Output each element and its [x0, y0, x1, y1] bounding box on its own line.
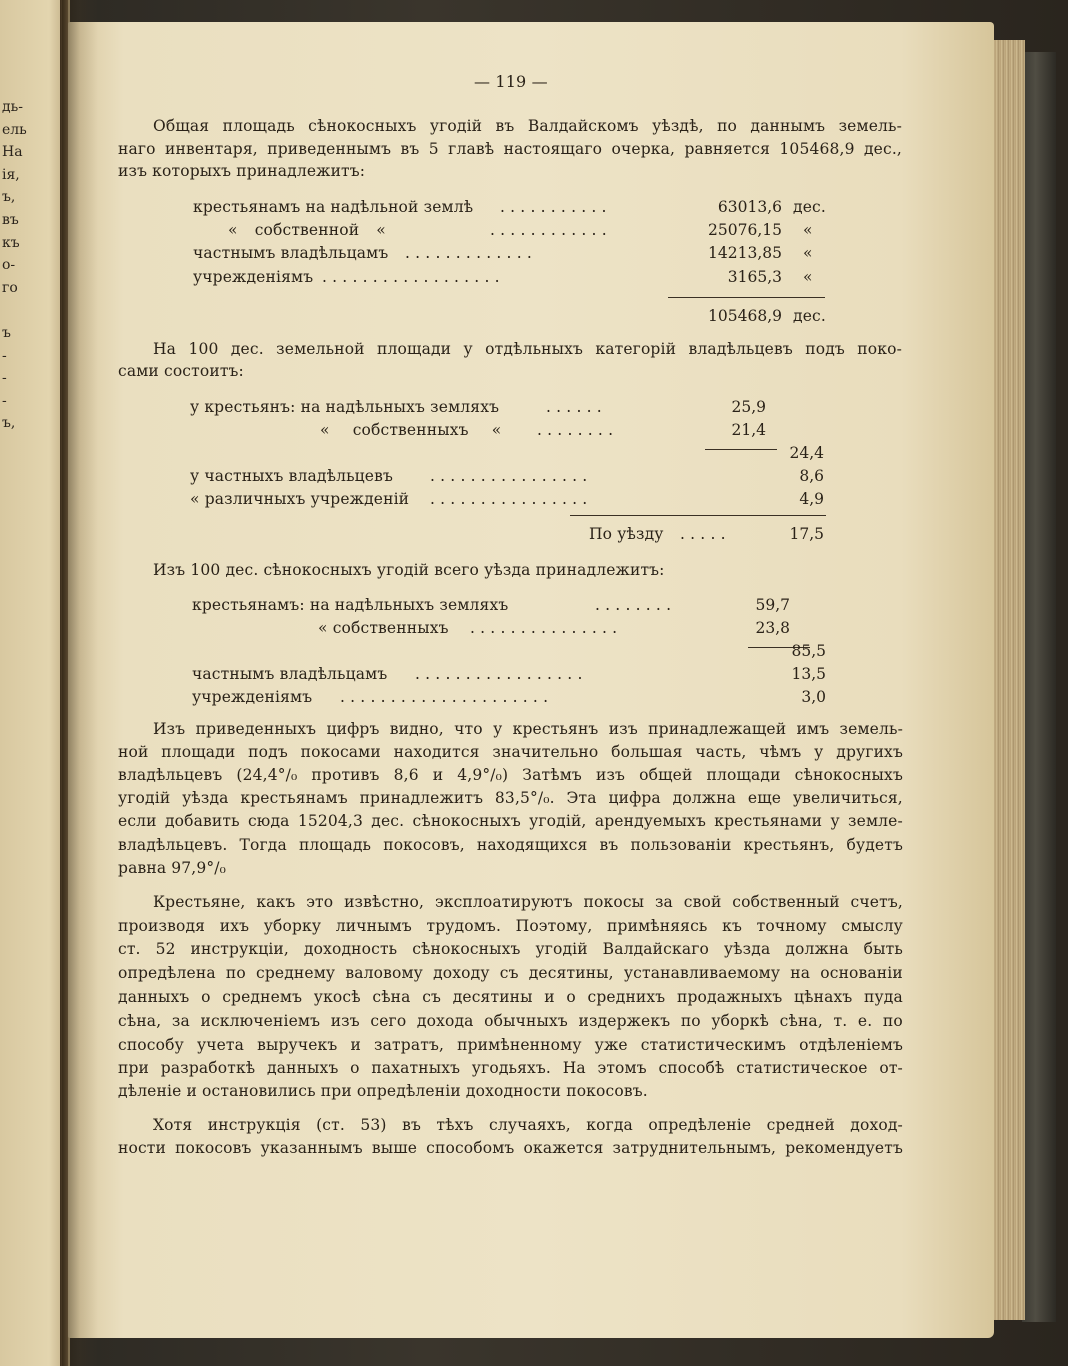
word: указаннымъ: [260, 1139, 363, 1157]
word: земель-: [838, 117, 902, 135]
table3-subtotal: 85,5: [791, 642, 826, 660]
left-page-fragment: -: [2, 370, 7, 387]
word: уѣзда: [182, 789, 229, 807]
word: способѣ: [658, 1059, 725, 1077]
word: Затѣмъ: [522, 766, 582, 784]
table1-unit: «: [803, 268, 813, 286]
table1-dots: . . . . . . . . . . . . .: [405, 244, 532, 262]
word: часть,: [695, 743, 747, 761]
word: угодій,: [529, 812, 587, 830]
word: отдѣленіемъ: [799, 1036, 903, 1054]
word: должна: [785, 940, 849, 958]
word: примѣняясь: [607, 917, 708, 935]
table1-total-unit: дес.: [793, 307, 826, 325]
word: Поэтому,: [515, 917, 593, 935]
word: 53): [360, 1116, 387, 1134]
table1-value: 63013,6: [717, 198, 782, 216]
word: выручекъ: [257, 1036, 338, 1054]
word: уборкѣ: [711, 1012, 770, 1030]
table1-dots: . . . . . . . . . . .: [500, 198, 607, 216]
word: т.: [833, 1012, 848, 1030]
table1-label: « собственной «: [228, 221, 386, 239]
word: дес.,: [863, 140, 902, 158]
left-page-fragment: о-: [2, 257, 16, 274]
word: угодьяхъ.: [471, 1059, 552, 1077]
word: покосы: [583, 893, 645, 911]
word: сѣна,: [779, 1012, 823, 1030]
para2-line: [153, 339, 902, 359]
word: ной: [118, 743, 149, 761]
word: ихъ: [219, 917, 250, 935]
left-page-fragment: ъ,: [2, 189, 16, 206]
word: это: [306, 893, 334, 911]
para5-line: [118, 987, 903, 1007]
word: въ: [400, 140, 420, 158]
para4-line: равна 97,9°/₀: [118, 859, 227, 877]
table1-total: 105468,9: [708, 307, 782, 325]
word: земельной: [276, 340, 365, 358]
word: приведеннымъ: [267, 140, 392, 158]
word: исключеніемъ: [200, 1012, 321, 1030]
para1-line: [118, 139, 902, 159]
left-page-fragment: ъ: [2, 324, 11, 341]
word: 5: [428, 140, 439, 158]
table2-label: « собственныхъ «: [320, 421, 502, 439]
word: (ст.: [316, 1116, 345, 1134]
word: цѣнахъ: [794, 988, 853, 1006]
word: изъ: [608, 720, 638, 738]
table3-dots: . . . . . . . .: [595, 596, 672, 614]
word: на: [790, 964, 811, 982]
word: производя: [118, 917, 206, 935]
word: увеличиться,: [792, 789, 903, 807]
word: Изъ: [153, 720, 186, 738]
word: затруднительнымъ,: [612, 1139, 777, 1157]
table2-value: 8,6: [799, 467, 824, 485]
word: земле-: [848, 812, 903, 830]
para6-line: [118, 1138, 903, 1158]
word: за: [654, 893, 673, 911]
left-page-fragment: ія,: [2, 166, 20, 183]
word: от-: [879, 1059, 903, 1077]
word: по: [882, 1012, 903, 1030]
word: цифръ: [326, 720, 380, 738]
table3-value: 3,0: [801, 688, 826, 706]
left-page-fragment: -: [2, 347, 7, 364]
word: пуда: [864, 988, 903, 1006]
word: въ: [495, 117, 515, 135]
word: 52: [155, 940, 176, 958]
word: категорій: [595, 340, 677, 358]
word: сѣна: [372, 988, 411, 1006]
word: подъ: [248, 743, 288, 761]
para4-line: [118, 811, 903, 831]
word: уѣздѣ,: [652, 117, 704, 135]
word: крестьянъ: [512, 720, 599, 738]
word: въ: [402, 1116, 421, 1134]
para5-line: [153, 892, 903, 912]
para5-line: [118, 939, 903, 959]
word: уборку: [263, 917, 322, 935]
word: случаяхъ,: [489, 1116, 571, 1134]
table2-label: « различныхъ учрежденій: [190, 490, 410, 508]
word: десятины: [452, 988, 533, 1006]
word: устанавливаемому: [623, 964, 781, 982]
table1-label: крестьянамъ на надѣльной землѣ: [193, 198, 474, 216]
left-page-fragment: въ: [2, 211, 19, 228]
word: Валдайскомъ: [527, 117, 639, 135]
word: сѣна,: [118, 1012, 162, 1030]
word: пользованіи: [630, 836, 732, 854]
word: и: [432, 766, 444, 784]
para5-line: [118, 1058, 903, 1078]
table1-sum-rule: [668, 297, 825, 298]
word: будетъ: [846, 836, 903, 854]
para4-line: [118, 835, 903, 855]
table1-value: 14213,85: [708, 244, 782, 262]
word: издержекъ: [578, 1012, 671, 1030]
word: извѣстно,: [344, 893, 425, 911]
word: владѣльцевъ.: [118, 836, 228, 854]
table1-dots: . . . . . . . . . . . . . . . . . .: [322, 268, 500, 286]
word: учета: [196, 1036, 245, 1054]
para5-line: дѣленіе и остановились при опредѣленіи доходности покосовъ.: [118, 1082, 648, 1100]
para4-line: [118, 788, 903, 808]
left-page-fragment: го: [2, 279, 18, 296]
word: приведенныхъ: [195, 720, 317, 738]
word: основаніи: [820, 964, 903, 982]
word: среднихъ: [587, 988, 666, 1006]
word: принадлежитъ: [359, 789, 484, 807]
word: при: [118, 1059, 150, 1077]
word: находящихся: [476, 836, 588, 854]
word: укосѣ: [313, 988, 361, 1006]
table2-dots: . . . . . .: [546, 398, 602, 416]
word: угодій: [535, 940, 588, 958]
left-page-fragment: -: [2, 392, 7, 409]
word: 15204,3: [297, 812, 363, 830]
table1-unit: дес.: [793, 198, 826, 216]
word: статистическимъ: [640, 1036, 787, 1054]
word: сѣнокосныхъ: [794, 766, 903, 784]
table2-dots: . . . . . . . . . . . . . . . .: [430, 467, 588, 485]
word: настоящаго: [503, 140, 603, 158]
table2-total-label: По уѣзду: [589, 525, 664, 543]
word: дохода: [416, 1012, 474, 1030]
table1-label: учрежденіямъ: [193, 268, 314, 286]
word: общей: [639, 766, 693, 784]
word: покосовъ,: [383, 836, 465, 854]
word: рекомендуетъ: [785, 1139, 903, 1157]
left-page-fragment: дь-: [2, 99, 23, 115]
table3-label: частнымъ владѣльцамъ: [192, 665, 388, 683]
word: когда: [586, 1116, 633, 1134]
word: Тогда: [239, 836, 287, 854]
word: изъ: [330, 1012, 360, 1030]
table3-value: 59,7: [755, 596, 790, 614]
word: окажется: [523, 1139, 604, 1157]
word: площади: [161, 743, 236, 761]
word: инструкція: [207, 1116, 301, 1134]
para4-line: [118, 765, 903, 785]
word: и: [544, 988, 555, 1006]
word: среднему: [256, 964, 336, 982]
para1-line: изъ которыхъ принадлежитъ:: [118, 162, 366, 180]
word: 105468,9: [779, 140, 855, 158]
word: за: [171, 1012, 190, 1030]
word: доходность: [303, 940, 398, 958]
word: чѣмъ: [759, 743, 802, 761]
word: даннымъ: [750, 117, 826, 135]
left-page-fragment: къ: [2, 234, 20, 251]
word: по: [225, 964, 246, 982]
word: и: [350, 1036, 361, 1054]
table3-value: 13,5: [791, 665, 826, 683]
word: Эта: [566, 789, 597, 807]
word: сѣнокосныхъ: [412, 940, 521, 958]
word: валовому: [345, 964, 423, 982]
word: у: [463, 340, 473, 358]
word: быть: [863, 940, 903, 958]
word: площадь: [222, 117, 295, 135]
word: крестьянамъ: [240, 789, 348, 807]
table1-value: 3165,3: [727, 268, 782, 286]
para5-line: [118, 963, 903, 983]
word: о: [350, 1059, 360, 1077]
word: противъ: [311, 766, 380, 784]
word: 100: [188, 340, 219, 358]
word: На: [562, 1059, 586, 1077]
word: примѣненному: [457, 1036, 582, 1054]
word: е.: [857, 1012, 873, 1030]
word: если: [118, 812, 157, 830]
word: принадлежащей: [648, 720, 787, 738]
word: инвентаря,: [165, 140, 258, 158]
word: 8,6: [393, 766, 419, 784]
word: равняется: [684, 140, 771, 158]
word: владѣльцевъ: [688, 340, 793, 358]
left-page-fragment: На: [2, 144, 23, 161]
word: собственный: [732, 893, 840, 911]
word: къ: [722, 917, 743, 935]
word: среднемъ: [222, 988, 303, 1006]
para4-line: [118, 742, 903, 762]
table2-total-rule: [570, 515, 826, 516]
word: статистическое: [736, 1059, 868, 1077]
table3-dots: . . . . . . . . . . . . . . . . .: [415, 665, 583, 683]
word: отдѣльныхъ: [485, 340, 584, 358]
page-number: — 119 —: [474, 72, 548, 91]
word: сѣнокосныхъ: [308, 117, 417, 135]
table3-label: крестьянамъ: на надѣльныхъ земляхъ: [192, 596, 509, 614]
word: данныхъ: [118, 988, 190, 1006]
word: угодій: [429, 117, 483, 135]
word: о: [201, 988, 211, 1006]
word: по: [680, 1012, 701, 1030]
word: десятины,: [528, 964, 614, 982]
word: земель-: [839, 720, 903, 738]
word: Крестьяне,: [153, 893, 246, 911]
word: Общая: [153, 117, 210, 135]
word: подъ: [805, 340, 845, 358]
word: данныхъ: [267, 1059, 339, 1077]
word: опредѣлена: [118, 964, 216, 982]
para6-line: [153, 1115, 903, 1135]
word: крестьянами: [714, 812, 823, 830]
word: съ: [422, 988, 442, 1006]
table1-value: 25076,15: [708, 221, 782, 239]
word: счетъ,: [850, 893, 903, 911]
word: пахатныхъ: [371, 1059, 461, 1077]
table3-value: 23,8: [755, 619, 790, 637]
word: главѣ: [448, 140, 495, 158]
word: тѣхъ: [436, 1116, 474, 1134]
word: добавить: [164, 812, 240, 830]
word: должна: [672, 789, 737, 807]
table1-unit: «: [803, 244, 813, 262]
word: въ: [599, 836, 619, 854]
word: способомъ: [426, 1139, 515, 1157]
word: покосами: [300, 743, 381, 761]
table2-value: 25,9: [731, 398, 766, 416]
table2-total: 17,5: [789, 525, 824, 543]
word: дес.: [230, 340, 264, 358]
table3-label: учрежденіямъ: [192, 688, 313, 706]
para1-line: [153, 116, 902, 136]
word: что: [454, 720, 483, 738]
word: о: [566, 988, 576, 1006]
word: изъ: [595, 766, 626, 784]
para2-line: сами состоитъ:: [118, 362, 244, 380]
left-page-fragment: ъ,: [2, 415, 16, 432]
word: угодій: [118, 789, 171, 807]
word: доходу: [433, 964, 490, 982]
table2-label: у частныхъ владѣльцевъ: [190, 467, 394, 485]
word: инструкціи,: [190, 940, 289, 958]
word: доход-: [850, 1116, 903, 1134]
word: (24,4°/₀: [236, 766, 298, 784]
word: средней: [766, 1116, 835, 1134]
table2-dots: . . . . . . . .: [537, 421, 614, 439]
word: смыслу: [841, 917, 903, 935]
word: покосовъ: [175, 1139, 252, 1157]
para4-line: [153, 719, 903, 739]
word: крестьянъ,: [743, 836, 835, 854]
table1-label: частнымъ владѣльцамъ: [193, 244, 389, 262]
table2-label: у крестьянъ: на надѣльныхъ земляхъ: [190, 398, 500, 416]
word: выше: [371, 1139, 418, 1157]
word: 4,9°/₀): [457, 766, 509, 784]
word: уѣзда: [723, 940, 771, 958]
word: трудомъ.: [426, 917, 502, 935]
word: Валдайскаго: [602, 940, 709, 958]
word: обычныхъ: [484, 1012, 568, 1030]
left-page-fragment: ель: [2, 121, 27, 138]
word: сего: [370, 1012, 407, 1030]
word: точному: [756, 917, 827, 935]
word: площади: [706, 766, 781, 784]
word: у: [814, 743, 824, 761]
word: разработкѣ: [160, 1059, 256, 1077]
word: очерка,: [611, 140, 676, 158]
word: большая: [611, 743, 683, 761]
table1-unit: «: [803, 221, 813, 239]
word: видно,: [389, 720, 444, 738]
word: площади: [377, 340, 452, 358]
word: ности: [118, 1139, 166, 1157]
table2-total-dots: . . . . .: [680, 525, 726, 543]
table3-label: « собственныхъ: [318, 619, 449, 637]
word: ст.: [118, 940, 141, 958]
word: этомъ: [597, 1059, 647, 1077]
word: наго: [118, 140, 156, 158]
word: имъ: [796, 720, 830, 738]
word: у: [493, 720, 503, 738]
word: площадь: [298, 836, 372, 854]
word: продажныхъ: [676, 988, 783, 1006]
word: опредѣленіе: [648, 1116, 752, 1134]
word: сюда: [247, 812, 290, 830]
table2-value: 21,4: [731, 421, 766, 439]
word: арендуемыхъ: [594, 812, 706, 830]
word: свой: [683, 893, 722, 911]
table2-subtotal: 24,4: [789, 444, 824, 462]
word: дес.: [371, 812, 405, 830]
word: по: [717, 117, 738, 135]
para5-line: [118, 916, 903, 936]
word: сѣнокосныхъ: [412, 812, 521, 830]
word: находится: [393, 743, 480, 761]
para5-line: [118, 1035, 903, 1055]
word: съ: [499, 964, 519, 982]
table3-dots: . . . . . . . . . . . . . . . . . . . . .: [340, 688, 549, 706]
word: затратъ,: [374, 1036, 445, 1054]
word: На: [153, 340, 177, 358]
table1-dots: . . . . . . . . . . . .: [490, 221, 607, 239]
word: Хотя: [153, 1116, 193, 1134]
para3-line: Изъ 100 дес. сѣнокосныхъ угодій всего уѣзда принадлежитъ:: [153, 561, 665, 579]
word: еще: [747, 789, 782, 807]
word: уже: [594, 1036, 628, 1054]
table2-dots: . . . . . . . . . . . . . . . .: [430, 490, 588, 508]
para5-line: [118, 1011, 903, 1031]
word: поко-: [857, 340, 902, 358]
word: другихъ: [836, 743, 903, 761]
table3-dots: . . . . . . . . . . . . . . .: [470, 619, 618, 637]
word: цифра: [608, 789, 661, 807]
word: эксплоатируютъ: [434, 893, 573, 911]
word: значительно: [492, 743, 599, 761]
word: владѣльцевъ: [118, 766, 223, 784]
word: 83,5°/₀.: [494, 789, 555, 807]
word: личнымъ: [335, 917, 412, 935]
word: способу: [118, 1036, 184, 1054]
table2-value: 4,9: [799, 490, 824, 508]
word: у: [830, 812, 840, 830]
word: какъ: [256, 893, 296, 911]
